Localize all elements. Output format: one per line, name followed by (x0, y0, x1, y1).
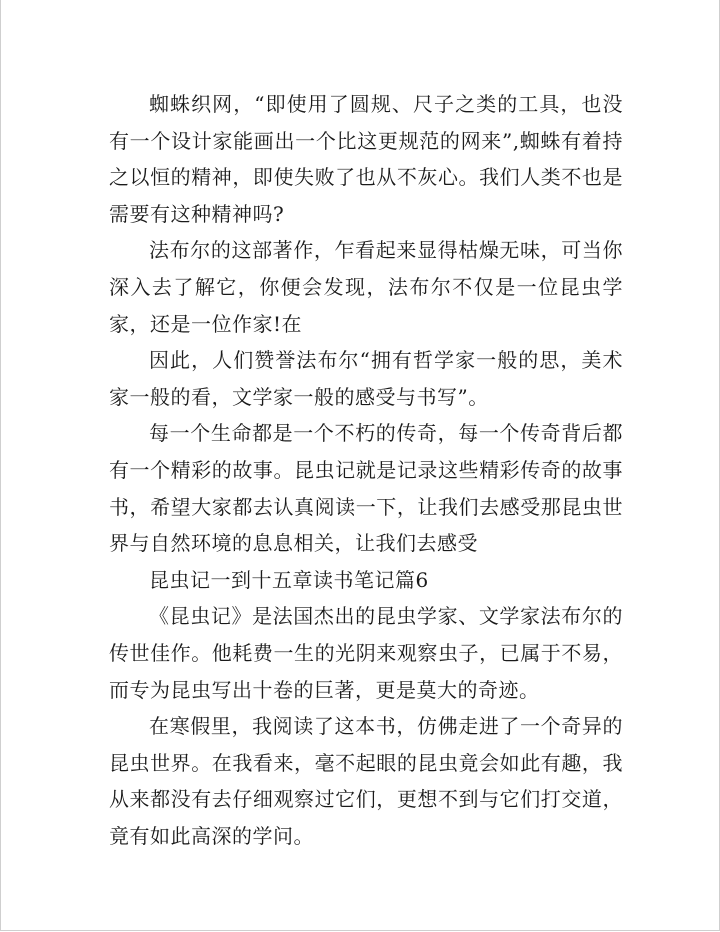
paragraph-winter-reading: 在寒假里，我阅读了这本书，仿佛走进了一个奇异的昆虫世界。在我看来，毫不起眼的昆虫竟会如此有趣，我从来都没有去仔细观察过它们，更想不到与它们打交道，竟有如此高深的学问。 (109, 714, 623, 848)
document-body (109, 86, 623, 854)
paragraph-fabre-writer: 法布尔的这部著作，乍看起来显得枯燥无味，可当你深入去了解它，你便会发现，法布尔不仅是一位昆虫学家，还是一位作家!在 (109, 238, 623, 336)
paragraph-spider-web: 蜘蛛织网，“即使用了圆规、尺子之类的工具，也没有一个设计家能画出一个比这更规范的网来”,蜘蛛有着持之以恒的精神，即使失败了也从不灰心。我们人类不也是需要有这种精神吗? (109, 92, 623, 226)
paragraph-legend: 每一个生命都是一个不朽的传奇，每一个传奇背后都有一个精彩的故事。昆虫记就是记录这些精彩传奇的故事书，希望大家都去认真阅读一下，让我们去感受那昆虫世界与自然环境的息息相关，让我们去感受 (109, 421, 623, 556)
paragraph-praise: 因此，人们赞誉法布尔“拥有哲学家一般的思，美术家一般的看，文学家一般的感受与书写”。 (109, 348, 623, 409)
section-heading: 昆虫记一到十五章读书笔记篇6 (149, 567, 429, 592)
paragraph-masterpiece: 《昆虫记》是法国杰出的昆虫学家、文学家法布尔的传世佳作。他耗费一生的光阴来观察虫子，已属于不易，而专为昆虫写出十卷的巨著，更是莫大的奇迹。 (109, 604, 623, 702)
